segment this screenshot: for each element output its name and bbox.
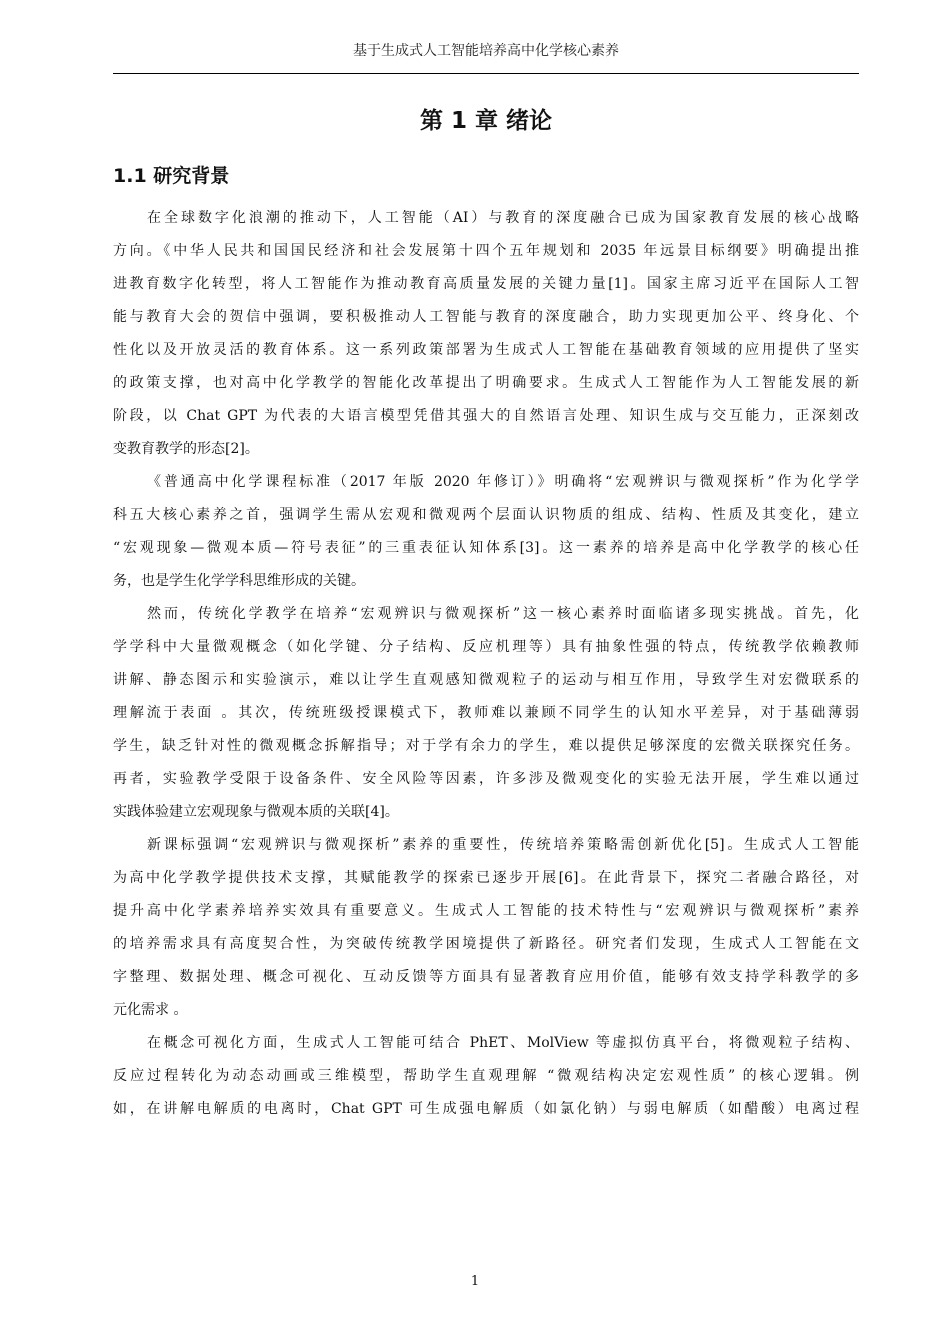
text-line: 反应过程转化为动态动画或三维模型，帮助学生直观理解 “微观结构决定宏观性质” 的核心逻辑。例 [113, 1068, 859, 1084]
text-line: 变教育教学的形态[2]。 [113, 441, 259, 457]
chapter-title: 第 1 章 绪论 [419, 108, 553, 134]
text-line: 方向。《中华人民共和国国民经济和社会发展第十四个五年规划和 2035 年远景目标纲要》明确提出推 [113, 243, 859, 259]
page-number: 1 [470, 1274, 480, 1289]
text-line: 《普通高中化学课程标准（2017 年版 2020 年修订）》明确将“宏观辨识与微观探析”作为化学学 [147, 474, 859, 490]
text-line: 元化需求 。 [113, 1002, 188, 1018]
header-rule [113, 73, 859, 74]
text-line: 如，在讲解电解质的电离时，Chat GPT 可生成强电解质（如氯化钠）与弱电解质（如醋酸）电离过程 [113, 1101, 859, 1117]
paragraph [113, 598, 859, 829]
text-line: “宏观现象—微观本质—符号表征”的三重表征认知体系[3]。这一素养的培养是高中化学教学的核心任 [113, 540, 859, 556]
text-line: 在全球数字化浪潮的推动下，人工智能（AI）与教育的深度融合已成为国家教育发展的核心战略 [147, 210, 859, 226]
running-header: 基于生成式人工智能培养高中化学核心素养 [353, 43, 619, 59]
text-line: 学学科中大量微观概念（如化学键、分子结构、反应机理等）具有抽象性强的特点，传统教学依赖教师 [113, 639, 859, 655]
paragraph [113, 202, 859, 466]
text-line: 的政策支撑，也对高中化学教学的智能化改革提出了明确要求。生成式人工智能作为人工智能发展的新 [113, 375, 859, 391]
text-line: 讲解、静态图示和实验演示，难以让学生直观感知微观粒子的运动与相互作用，导致学生对宏微联系的 [113, 672, 859, 688]
text-line: 理解流于表面 。其次，传统班级授课模式下，教师难以兼顾不同学生的认知水平差异，对于基础薄弱 [113, 705, 859, 721]
paragraph [113, 829, 859, 1027]
section-title: 1.1 研究背景 [113, 165, 230, 187]
text-line: 科五大核心素养之首，强调学生需从宏观和微观两个层面认识物质的组成、结构、性质及其变化，建立 [113, 507, 859, 523]
paragraph [113, 466, 859, 598]
text-line: 为高中化学教学提供技术支撑，其赋能教学的探索已逐步开展[6]。在此背景下，探究二者融合路径，对 [113, 870, 859, 886]
text-line: 能与教育大会的贺信中强调，要积极推动人工智能与教育的深度融合，助力实现更加公平、终身化、个 [113, 309, 859, 325]
text-line: 的培养需求具有高度契合性，为突破传统教学困境提供了新路径。研究者们发现，生成式人工智能在文 [113, 936, 859, 952]
text-line: 性化以及开放灵活的教育体系。这一系列政策部署为生成式人工智能在基础教育领域的应用提供了坚实 [113, 342, 859, 358]
text-line: 在概念可视化方面，生成式人工智能可结合 PhET、MolView 等虚拟仿真平台，将微观粒子结构、 [147, 1035, 859, 1051]
body-text [113, 202, 859, 1126]
text-line: 再者，实验教学受限于设备条件、安全风险等因素，许多涉及微观变化的实验无法开展，学生难以通过 [113, 771, 859, 787]
text-line: 学生，缺乏针对性的微观概念拆解指导；对于学有余力的学生，难以提供足够深度的宏微关联探究任务。 [113, 738, 859, 754]
text-line: 新课标强调“宏观辨识与微观探析”素养的重要性，传统培养策略需创新优化[5]。生成式人工智能 [147, 837, 859, 853]
text-line: 实践体验建立宏观现象与微观本质的关联[4]。 [113, 804, 399, 820]
text-line: 然而，传统化学教学在培养“宏观辨识与微观探析”这一核心素养时面临诸多现实挑战。首先，化 [147, 606, 859, 622]
text-line: 进教育数字化转型，将人工智能作为推动教育高质量发展的关键力量[1]。国家主席习近平在国际人工智 [113, 276, 859, 292]
text-line: 字整理、数据处理、概念可视化、互动反馈等方面具有显著教育应用价值，能够有效支持学科教学的多 [113, 969, 859, 985]
text-line: 提升高中化学素养培养实效具有重要意义。生成式人工智能的技术特性与“宏观辨识与微观探析”素养 [113, 903, 859, 919]
text-line: 务，也是学生化学学科思维形成的关键。 [113, 573, 365, 589]
paragraph [113, 1027, 859, 1126]
text-line: 阶段，以 Chat GPT 为代表的大语言模型凭借其强大的自然语言处理、知识生成与交互能力，正深刻改 [113, 408, 859, 424]
